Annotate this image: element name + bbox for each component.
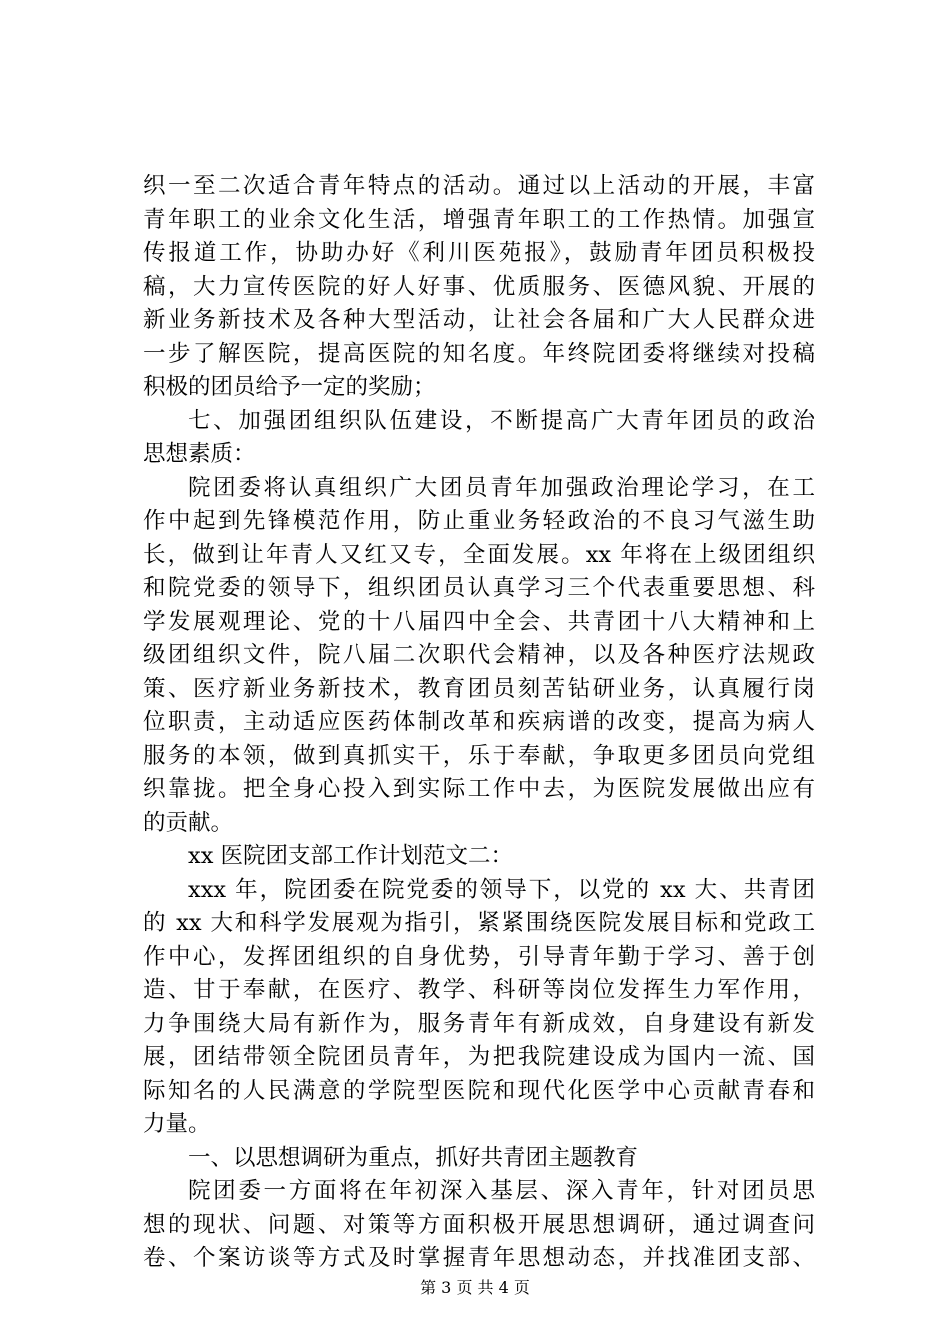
text-line: 学发展观理论、党的十八届四中全会、共青团十八大精神和上 [143, 608, 815, 635]
text-line: 际知名的人民满意的学院型医院和现代化医学中心贡献青春和 [143, 1077, 815, 1104]
text-line: 力量。 [143, 1111, 211, 1137]
text-line: 七、加强团组织队伍建设，不断提高广大青年团员的政治 [188, 407, 815, 434]
text-line: 青年职工的业余文化生活，增强青年职工的工作热情。加强宣 [143, 206, 815, 233]
text-line: 展，团结带领全院团员青年，为把我院建设成为国内一流、国 [143, 1044, 815, 1070]
text-line: 织一至二次适合青年特点的活动。通过以上活动的开展，丰富 [143, 173, 815, 199]
text-line: xxx 年，院团委在院党委的领导下，以党的 xx 大、共青团 [188, 876, 815, 903]
document-body [143, 170, 815, 1276]
text-line: 和院党委的领导下，组织团员认真学习三个代表重要思想、科 [143, 575, 815, 601]
text-line: 一、以思想调研为重点，抓好共青团主题教育 [188, 1144, 639, 1171]
text-line: 作中起到先锋模范作用，防止重业务轻政治的不良习气滋生助 [143, 508, 815, 534]
text-line: 积极的团员给予一定的奖励； [143, 374, 436, 400]
text-line: 院团委将认真组织广大团员青年加强政治理论学习，在工 [188, 474, 815, 501]
text-line: 力争围绕大局有新作为，服务青年有新成效，自身建设有新发 [143, 1010, 815, 1037]
text-line: 一步了解医院，提高医院的知名度。年终院团委将继续对投稿 [143, 340, 815, 367]
text-line: 稿，大力宣传医院的好人好事、优质服务、医德风貌、开展的 [143, 273, 815, 300]
text-line: 卷、个案访谈等方式及时掌握青年思想动态，并找准团支部、 [143, 1245, 815, 1271]
text-line: 的 xx 大和科学发展观为指引，紧紧围绕医院发展目标和党政工 [143, 910, 815, 936]
text-line: 织靠拢。把全身心投入到实际工作中去，为医院发展做出应有 [143, 776, 815, 802]
text-line: 级团组织文件，院八届二次职代会精神，以及各种医疗法规政 [143, 642, 815, 668]
text-line: 院团委一方面将在年初深入基层、深入青年，针对团员思 [188, 1178, 815, 1204]
text-line: 策、医疗新业务新技术，教育团员刻苦钻研业务，认真履行岗 [143, 675, 815, 702]
text-line: 长，做到让年青人又红又专，全面发展。xx 年将在上级团组织 [143, 541, 815, 568]
text-line: 造、甘于奉献，在医疗、教学、科研等岗位发挥生力军作用， [143, 977, 815, 1003]
page-footer [0, 1278, 950, 1298]
text-line: 新业务新技术及各种大型活动，让社会各届和广大人民群众进 [143, 307, 815, 333]
text-line: 服务的本领，做到真抓实干，乐于奉献，争取更多团员向党组 [143, 742, 815, 769]
text-line: 的贡献。 [143, 809, 234, 836]
text-line: 传报道工作，协助办好《利川医苑报》，鼓励青年团员积极投 [143, 240, 815, 266]
page-number-label: 第 3 页 共 4 页 [420, 1278, 530, 1297]
text-line: 位职责，主动适应医药体制改革和疾病谱的改变，提高为病人 [143, 709, 815, 735]
text-line: 想的现状、问题、对策等方面积极开展思想调研，通过调查问 [143, 1211, 815, 1238]
text-line: 作中心，发挥团组织的自身优势，引导青年勤于学习、善于创 [143, 943, 815, 970]
text-line: xx 医院团支部工作计划范文二： [188, 843, 514, 869]
text-line: 思想素质： [143, 441, 256, 467]
